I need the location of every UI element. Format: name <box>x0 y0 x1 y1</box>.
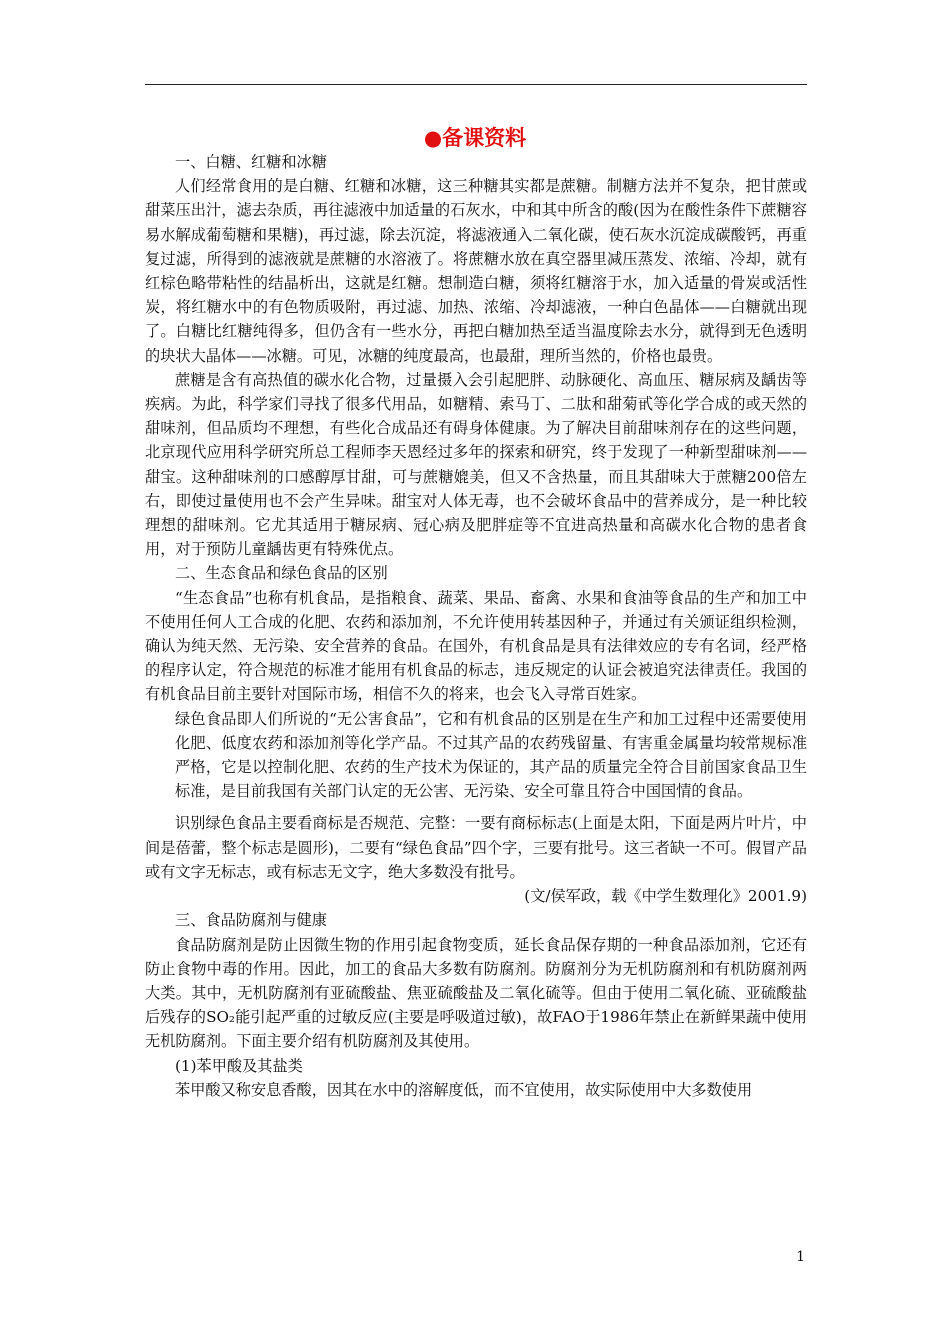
section-heading-2: 二、生态食品和绿色食品的区别 <box>175 564 388 583</box>
paragraph: “生态食品”也称有机食品，是指粮食、蔬菜、果品、畜禽、水果和食油等食品的生产和加工中不使用任何人工合成的化肥、农药和添加剂，不允许使用转基因种子，并通过有关颁证组织检测，确认为纯天然、无污染、安全营养的食品。在国外，有机食品是具有法律效应的专有名词，经严格的程序认定，符合规范的标准才能用有机食品的标志，违反规定的认证会被追究法律责任。我国的有机食品目前主要针对国际市场，相信不久的将来，也会飞入寻常百姓家。 <box>145 588 807 704</box>
page-number: 1 <box>796 1249 805 1265</box>
subsection-heading: (1)苯甲酸及其盐类 <box>175 1056 303 1075</box>
paragraph: 识别绿色食品主要看商标是否规范、完整：一要有商标标志(上面是太阳，下面是两片叶片，中间是蓓蕾，整个标志是圆形)，二要有“绿色食品”四个字，三要有批号。这三者缺一不可。假冒产品或有文字无标志，或有标志无文字，绝大多数没有批号。 <box>145 814 807 881</box>
paragraph: 苯甲酸又称安息香酸，因其在水中的溶解度低，而不宜使用，故实际使用中大多数使用 <box>175 1080 753 1099</box>
document-body <box>145 150 807 1102</box>
header-rule <box>145 84 807 85</box>
source-citation: (文/侯军政，载《中学生数理化》2001.9) <box>524 887 807 906</box>
paragraph: 人们经常食用的是白糖、红糖和冰糖，这三种糖其实都是蔗糖。制糖方法并不复杂，把甘蔗或甜菜压出汁，滤去杂质，再往滤液中加适量的石灰水，中和其中所含的酸(因为在酸性条件下蔗糖容易水解成葡萄糖和果糖)，再过滤，除去沉淀，将滤液通入二氧化碳，使石灰水沉淀成碳酸钙，再重复过滤，所得到的滤液就是蔗糖的水溶液了。将蔗糖水放在真空器里减压蒸发、浓缩、冷却，就有红棕色略带粘性的结晶析出，这就是红糖。想制造白糖，须将红糖溶于水，加入适量的骨炭或活性炭，将红糖水中的有色物质吸附，再过滤、加热、浓缩、冷却滤液，一种白色晶体——白糖就出现了。白糖比红糖纯得多，但仍含有一些水分，再把白糖加热至适当温度除去水分，就得到无色透明的块状大晶体——冰糖。可见，冰糖的纯度最高，也最甜，理所当然的，价格也最贵。 <box>145 177 807 365</box>
section-heading-1: 一、白糖、红糖和冰糖 <box>175 153 327 171</box>
page-title: ●备课资料 <box>423 126 527 150</box>
paragraph: 食品防腐剂是防止因微生物的作用引起食物变质，延长食品保存期的一种食品添加剂，它还有防止食物中毒的作用。因此，加工的食品大多数有防腐剂。防腐剂分为无机防腐剂和有机防腐剂两大类。其中，无机防腐剂有亚硫酸盐、焦亚硫酸盐及二氧化硫等。但由于使用二氧化硫、亚硫酸盐后残存的SO₂能引起严重的过敏反应(主要是呼吸道过敏)，故FAO于1986年禁止在新鲜果蔬中使用无机防腐剂。下面主要介绍有机防腐剂及其使用。 <box>145 935 807 1051</box>
section-heading-3: 三、食品防腐剂与健康 <box>175 911 327 930</box>
paragraph: 蔗糖是含有高热值的碳水化合物，过量摄入会引起肥胖、动脉硬化、高血压、糖尿病及龋齿等疾病。为此，科学家们寻找了很多代用品，如糖精、索马丁、二肽和甜菊甙等化学合成的或天然的甜味剂，但品质均不理想，有些化合成品还有碍身体健康。为了解决目前甜味剂存在的这些问题，北京现代应用科学研究所总工程师李天恩经过多年的探索和研究，终于发现了一种新型甜味剂——甜宝。这种甜味剂的口感醇厚甘甜，可与蔗糖媲美，但又不含热量，而且其甜味大于蔗糖200倍左右，即使过量使用也不会产生异味。甜宝对人体无毒，也不会破坏食品中的营养成分，是一种比较理想的甜味剂。它尤其适用于糖尿病、冠心病及肥胖症等不宜进高热量和高碳水化合物的患者食用，对于预防儿童龋齿更有特殊优点。 <box>145 370 807 559</box>
indented-paragraph: 绿色食品即人们所说的“无公害食品”，它和有机食品的区别是在生产和加工过程中还需要使用化肥、低度农药和添加剂等化学产品。不过其产品的农药残留量、有害重金属量均较常规标准严格，它是以控制化肥、农药的生产技术为保证的，其产品的质量完全符合目前国家食品卫生标准，是目前我国有关部门认定的无公害、无污染、安全可靠且符合中国国情的食品。 <box>175 709 807 801</box>
